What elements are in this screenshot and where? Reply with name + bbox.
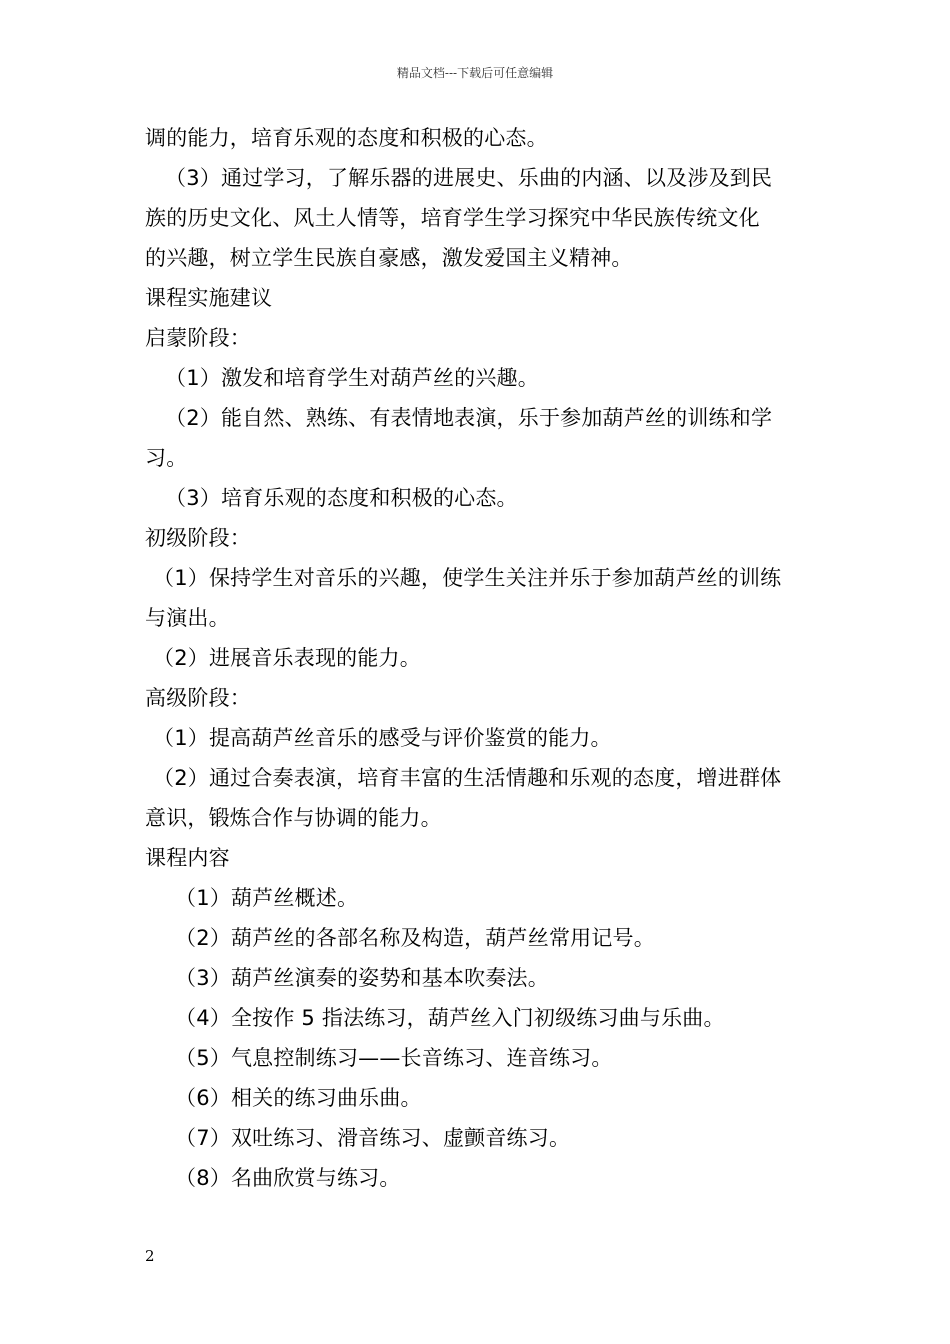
list-item: （3）葫芦丝演奏的姿势和基本吹奏法。 (175, 966, 549, 990)
list-item: （2）葫芦丝的各部名称及构造，葫芦丝常用记号。 (175, 926, 655, 950)
list-item: （2）能自然、熟练、有表情地表演，乐于参加葫芦丝的训练和学 (165, 406, 773, 430)
section-heading: 课程实施建议 (145, 286, 273, 310)
list-item: （5）气息控制练习——长音练习、连音练习。 (175, 1046, 613, 1070)
body-line: （3）通过学习，了解乐器的进展史、乐曲的内涵、以及涉及到民 (165, 166, 773, 190)
list-item: （3）培育乐观的态度和积极的心态。 (165, 486, 518, 510)
body-line: 习。 (145, 446, 188, 470)
list-item: （1）提高葫芦丝音乐的感受与评价鉴赏的能力。 (153, 726, 612, 750)
list-item: （4）全按作 5 指法练习，葫芦丝入门初级练习曲与乐曲。 (175, 1006, 725, 1030)
list-item: （7）双吐练习、滑音练习、虚颤音练习。 (175, 1126, 571, 1150)
body-line: 意识，锻炼合作与协调的能力。 (145, 806, 442, 830)
list-item: （8）名曲欣赏与练习。 (175, 1166, 401, 1190)
section-heading: 课程内容 (145, 846, 230, 870)
stage-heading: 初级阶段： (145, 526, 251, 550)
body-line: 与演出。 (145, 606, 230, 630)
page-number: 2 (145, 1247, 155, 1265)
list-item: （1）保持学生对音乐的兴趣，使学生关注并乐于参加葫芦丝的训练 (153, 566, 782, 590)
list-item: （1）激发和培育学生对葫芦丝的兴趣。 (165, 366, 539, 390)
list-item: （1）葫芦丝概述。 (175, 886, 359, 910)
body-line: 的兴趣，树立学生民族自豪感，激发爱国主义精神。 (145, 246, 633, 270)
document-body (145, 118, 810, 1198)
page-header: 精品文档---下载后可任意编辑 (396, 66, 554, 80)
stage-heading: 启蒙阶段： (145, 326, 251, 350)
list-item: （6）相关的练习曲乐曲。 (175, 1086, 422, 1110)
body-line: 调的能力，培育乐观的态度和积极的心态。 (145, 126, 548, 150)
stage-heading: 高级阶段： (145, 686, 251, 710)
body-line: 族的历史文化、风土人情等，培育学生学习探究中华民族传统文化 (145, 206, 760, 230)
list-item: （2）进展音乐表现的能力。 (153, 646, 421, 670)
list-item: （2）通过合奏表演，培育丰富的生活情趣和乐观的态度，增进群体 (153, 766, 782, 790)
